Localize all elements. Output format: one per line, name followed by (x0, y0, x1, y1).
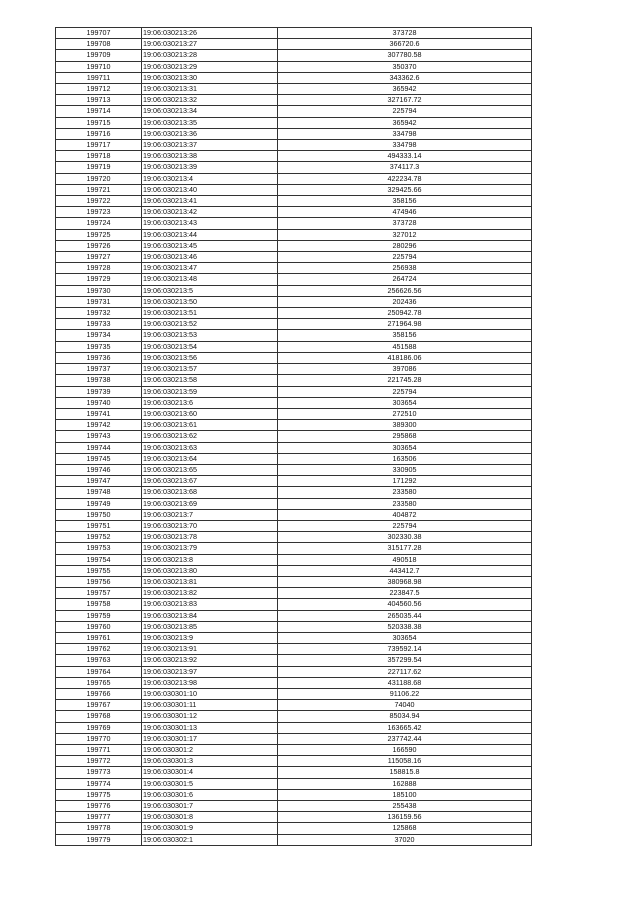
row-number-cell: 199707 (56, 28, 142, 39)
table-row (56, 666, 532, 677)
row-number-cell: 199765 (56, 677, 142, 688)
cadastral-number-cell: 19:06:030213:8 (142, 554, 278, 565)
value-cell: 91106.22 (278, 688, 532, 699)
row-number-cell: 199749 (56, 498, 142, 509)
value-cell: 163665.42 (278, 722, 532, 733)
value-cell: 443412.7 (278, 565, 532, 576)
row-number-cell: 199753 (56, 543, 142, 554)
cadastral-number-cell: 19:06:030213:26 (142, 28, 278, 39)
cadastral-number-cell: 19:06:030213:44 (142, 229, 278, 240)
cadastral-number-cell: 19:06:030213:62 (142, 431, 278, 442)
table-row (56, 520, 532, 531)
table-row (56, 50, 532, 61)
row-number-cell: 199720 (56, 173, 142, 184)
row-number-cell: 199722 (56, 196, 142, 207)
value-cell: 397086 (278, 364, 532, 375)
cadastral-number-cell: 19:06:030213:67 (142, 476, 278, 487)
row-number-cell: 199775 (56, 789, 142, 800)
cadastral-number-cell: 19:06:030213:85 (142, 621, 278, 632)
table-row (56, 151, 532, 162)
value-cell: 330905 (278, 464, 532, 475)
cadastral-number-cell: 19:06:030213:61 (142, 420, 278, 431)
row-number-cell: 199748 (56, 487, 142, 498)
value-cell: 223847.5 (278, 588, 532, 599)
row-number-cell: 199779 (56, 834, 142, 845)
table-row (56, 364, 532, 375)
value-cell: 373728 (278, 218, 532, 229)
row-number-cell: 199758 (56, 599, 142, 610)
row-number-cell: 199760 (56, 621, 142, 632)
cadastral-number-cell: 19:06:030213:43 (142, 218, 278, 229)
cadastral-number-cell: 19:06:030213:36 (142, 128, 278, 139)
value-cell: 85034.94 (278, 711, 532, 722)
cadastral-number-cell: 19:06:030213:38 (142, 151, 278, 162)
cadastral-number-cell: 19:06:030301:12 (142, 711, 278, 722)
cadastral-number-cell: 19:06:030213:92 (142, 655, 278, 666)
value-cell: 37020 (278, 834, 532, 845)
row-number-cell: 199736 (56, 352, 142, 363)
value-cell: 494333.14 (278, 151, 532, 162)
row-number-cell: 199751 (56, 520, 142, 531)
table-row (56, 487, 532, 498)
row-number-cell: 199778 (56, 823, 142, 834)
cadastral-number-cell: 19:06:030213:35 (142, 117, 278, 128)
cadastral-number-cell: 19:06:030213:78 (142, 532, 278, 543)
table-row (56, 106, 532, 117)
row-number-cell: 199713 (56, 95, 142, 106)
value-cell: 315177.28 (278, 543, 532, 554)
row-number-cell: 199737 (56, 364, 142, 375)
table-row (56, 173, 532, 184)
table-row (56, 196, 532, 207)
row-number-cell: 199771 (56, 745, 142, 756)
cadastral-number-cell: 19:06:030213:91 (142, 644, 278, 655)
row-number-cell: 199744 (56, 442, 142, 453)
table-row (56, 599, 532, 610)
table-row (56, 397, 532, 408)
table-row (56, 308, 532, 319)
value-cell: 221745.28 (278, 375, 532, 386)
cadastral-number-cell: 19:06:030213:56 (142, 352, 278, 363)
value-cell: 302330.38 (278, 532, 532, 543)
value-cell: 256626.56 (278, 285, 532, 296)
value-cell: 233580 (278, 498, 532, 509)
table-row (56, 72, 532, 83)
value-cell: 74040 (278, 700, 532, 711)
value-cell: 474946 (278, 207, 532, 218)
table-row (56, 285, 532, 296)
value-cell: 380968.98 (278, 576, 532, 587)
row-number-cell: 199725 (56, 229, 142, 240)
row-number-cell: 199767 (56, 700, 142, 711)
table-row (56, 95, 532, 106)
table-row (56, 700, 532, 711)
table-row (56, 532, 532, 543)
value-cell: 373728 (278, 28, 532, 39)
table-row (56, 745, 532, 756)
row-number-cell: 199739 (56, 386, 142, 397)
value-cell: 250942.78 (278, 308, 532, 319)
table-row (56, 274, 532, 285)
table-row (56, 554, 532, 565)
row-number-cell: 199710 (56, 61, 142, 72)
table-row (56, 543, 532, 554)
data-table (55, 27, 532, 846)
table-row (56, 733, 532, 744)
table-row (56, 341, 532, 352)
cadastral-number-cell: 19:06:030213:63 (142, 442, 278, 453)
cadastral-number-cell: 19:06:030213:58 (142, 375, 278, 386)
row-number-cell: 199773 (56, 767, 142, 778)
cadastral-number-cell: 19:06:030213:79 (142, 543, 278, 554)
table-row (56, 711, 532, 722)
row-number-cell: 199715 (56, 117, 142, 128)
row-number-cell: 199776 (56, 801, 142, 812)
row-number-cell: 199752 (56, 532, 142, 543)
row-number-cell: 199743 (56, 431, 142, 442)
table-row (56, 408, 532, 419)
row-number-cell: 199738 (56, 375, 142, 386)
cadastral-number-cell: 19:06:030213:82 (142, 588, 278, 599)
row-number-cell: 199757 (56, 588, 142, 599)
cadastral-number-cell: 19:06:030213:84 (142, 610, 278, 621)
value-cell: 422234.78 (278, 173, 532, 184)
table-row (56, 352, 532, 363)
table-row (56, 319, 532, 330)
table-row (56, 823, 532, 834)
row-number-cell: 199772 (56, 756, 142, 767)
cadastral-number-cell: 19:06:030213:45 (142, 240, 278, 251)
table-row (56, 812, 532, 823)
table-row (56, 834, 532, 845)
cadastral-number-cell: 19:06:030213:4 (142, 173, 278, 184)
table-row (56, 162, 532, 173)
table-row (56, 632, 532, 643)
cadastral-number-cell: 19:06:030301:6 (142, 789, 278, 800)
value-cell: 256938 (278, 263, 532, 274)
row-number-cell: 199717 (56, 140, 142, 151)
value-cell: 227117.62 (278, 666, 532, 677)
cadastral-number-cell: 19:06:030301:9 (142, 823, 278, 834)
table-row (56, 61, 532, 72)
table-row (56, 588, 532, 599)
cadastral-number-cell: 19:06:030213:69 (142, 498, 278, 509)
cadastral-number-cell: 19:06:030213:27 (142, 39, 278, 50)
row-number-cell: 199708 (56, 39, 142, 50)
cadastral-number-cell: 19:06:030301:4 (142, 767, 278, 778)
cadastral-number-cell: 19:06:030213:32 (142, 95, 278, 106)
row-number-cell: 199740 (56, 397, 142, 408)
cadastral-number-cell: 19:06:030301:3 (142, 756, 278, 767)
value-cell: 171292 (278, 476, 532, 487)
cadastral-number-cell: 19:06:030213:81 (142, 576, 278, 587)
table-row (56, 28, 532, 39)
row-number-cell: 199721 (56, 184, 142, 195)
table-row (56, 767, 532, 778)
table-row (56, 722, 532, 733)
value-cell: 303654 (278, 632, 532, 643)
value-cell: 343362.6 (278, 72, 532, 83)
value-cell: 264724 (278, 274, 532, 285)
value-cell: 365942 (278, 117, 532, 128)
cadastral-number-cell: 19:06:030213:46 (142, 252, 278, 263)
cadastral-number-cell: 19:06:030213:47 (142, 263, 278, 274)
table-row (56, 756, 532, 767)
value-cell: 327167.72 (278, 95, 532, 106)
value-cell: 162888 (278, 778, 532, 789)
cadastral-number-cell: 19:06:030213:7 (142, 509, 278, 520)
table-row (56, 476, 532, 487)
table-body (56, 28, 532, 846)
table-row (56, 655, 532, 666)
value-cell: 265035.44 (278, 610, 532, 621)
cadastral-number-cell: 19:06:030213:54 (142, 341, 278, 352)
value-cell: 357299.54 (278, 655, 532, 666)
table-row (56, 229, 532, 240)
cadastral-number-cell: 19:06:030213:70 (142, 520, 278, 531)
row-number-cell: 199750 (56, 509, 142, 520)
cadastral-number-cell: 19:06:030301:10 (142, 688, 278, 699)
cadastral-number-cell: 19:06:030213:59 (142, 386, 278, 397)
table-row (56, 688, 532, 699)
table-row (56, 296, 532, 307)
value-cell: 307780.58 (278, 50, 532, 61)
row-number-cell: 199777 (56, 812, 142, 823)
row-number-cell: 199730 (56, 285, 142, 296)
value-cell: 358156 (278, 330, 532, 341)
cadastral-number-cell: 19:06:030213:29 (142, 61, 278, 72)
table-row (56, 801, 532, 812)
row-number-cell: 199724 (56, 218, 142, 229)
table-row (56, 117, 532, 128)
row-number-cell: 199761 (56, 632, 142, 643)
value-cell: 185100 (278, 789, 532, 800)
value-cell: 431188.68 (278, 677, 532, 688)
row-number-cell: 199768 (56, 711, 142, 722)
table-row (56, 576, 532, 587)
value-cell: 404872 (278, 509, 532, 520)
cadastral-number-cell: 19:06:030213:83 (142, 599, 278, 610)
value-cell: 158815.8 (278, 767, 532, 778)
row-number-cell: 199742 (56, 420, 142, 431)
table-row (56, 453, 532, 464)
value-cell: 280296 (278, 240, 532, 251)
table-row (56, 39, 532, 50)
value-cell: 136159.56 (278, 812, 532, 823)
cadastral-number-cell: 19:06:030213:6 (142, 397, 278, 408)
cadastral-number-cell: 19:06:030301:8 (142, 812, 278, 823)
value-cell: 334798 (278, 128, 532, 139)
value-cell: 418186.06 (278, 352, 532, 363)
row-number-cell: 199718 (56, 151, 142, 162)
row-number-cell: 199731 (56, 296, 142, 307)
cadastral-number-cell: 19:06:030213:57 (142, 364, 278, 375)
table-row (56, 140, 532, 151)
value-cell: 202436 (278, 296, 532, 307)
row-number-cell: 199714 (56, 106, 142, 117)
table-row (56, 565, 532, 576)
value-cell: 365942 (278, 84, 532, 95)
table-row (56, 789, 532, 800)
table-row (56, 252, 532, 263)
table-row (56, 218, 532, 229)
table-row (56, 386, 532, 397)
value-cell: 225794 (278, 106, 532, 117)
value-cell: 225794 (278, 252, 532, 263)
value-cell: 272510 (278, 408, 532, 419)
cadastral-number-cell: 19:06:030213:97 (142, 666, 278, 677)
table-row (56, 184, 532, 195)
value-cell: 374117.3 (278, 162, 532, 173)
table-row (56, 240, 532, 251)
cadastral-number-cell: 19:06:030213:50 (142, 296, 278, 307)
table-row (56, 431, 532, 442)
row-number-cell: 199719 (56, 162, 142, 173)
row-number-cell: 199732 (56, 308, 142, 319)
row-number-cell: 199726 (56, 240, 142, 251)
row-number-cell: 199756 (56, 576, 142, 587)
value-cell: 271964.98 (278, 319, 532, 330)
cadastral-number-cell: 19:06:030301:5 (142, 778, 278, 789)
cadastral-number-cell: 19:06:030213:40 (142, 184, 278, 195)
value-cell: 225794 (278, 520, 532, 531)
value-cell: 303654 (278, 397, 532, 408)
cadastral-number-cell: 19:06:030301:17 (142, 733, 278, 744)
value-cell: 327012 (278, 229, 532, 240)
cadastral-number-cell: 19:06:030213:60 (142, 408, 278, 419)
cadastral-number-cell: 19:06:030213:41 (142, 196, 278, 207)
table-row (56, 128, 532, 139)
row-number-cell: 199746 (56, 464, 142, 475)
value-cell: 329425.66 (278, 184, 532, 195)
cadastral-number-cell: 19:06:030213:5 (142, 285, 278, 296)
value-cell: 295868 (278, 431, 532, 442)
table-row (56, 84, 532, 95)
value-cell: 163506 (278, 453, 532, 464)
value-cell: 739592.14 (278, 644, 532, 655)
cadastral-number-cell: 19:06:030213:51 (142, 308, 278, 319)
cadastral-number-cell: 19:06:030213:68 (142, 487, 278, 498)
cadastral-number-cell: 19:06:030213:52 (142, 319, 278, 330)
row-number-cell: 199723 (56, 207, 142, 218)
row-number-cell: 199766 (56, 688, 142, 699)
table-row (56, 621, 532, 632)
cadastral-number-cell: 19:06:030301:7 (142, 801, 278, 812)
table-row (56, 778, 532, 789)
cadastral-number-cell: 19:06:030301:11 (142, 700, 278, 711)
cadastral-number-cell: 19:06:030213:9 (142, 632, 278, 643)
row-number-cell: 199762 (56, 644, 142, 655)
row-number-cell: 199716 (56, 128, 142, 139)
row-number-cell: 199727 (56, 252, 142, 263)
row-number-cell: 199769 (56, 722, 142, 733)
value-cell: 389300 (278, 420, 532, 431)
table-row (56, 263, 532, 274)
value-cell: 115058.16 (278, 756, 532, 767)
row-number-cell: 199754 (56, 554, 142, 565)
value-cell: 225794 (278, 386, 532, 397)
table-row (56, 442, 532, 453)
value-cell: 451588 (278, 341, 532, 352)
value-cell: 233580 (278, 487, 532, 498)
cadastral-number-cell: 19:06:030213:98 (142, 677, 278, 688)
row-number-cell: 199711 (56, 72, 142, 83)
table-row (56, 420, 532, 431)
value-cell: 303654 (278, 442, 532, 453)
row-number-cell: 199764 (56, 666, 142, 677)
cadastral-number-cell: 19:06:030213:42 (142, 207, 278, 218)
cadastral-number-cell: 19:06:030213:80 (142, 565, 278, 576)
cadastral-number-cell: 19:06:030213:65 (142, 464, 278, 475)
table-row (56, 610, 532, 621)
cadastral-number-cell: 19:06:030302:1 (142, 834, 278, 845)
row-number-cell: 199770 (56, 733, 142, 744)
value-cell: 125868 (278, 823, 532, 834)
row-number-cell: 199774 (56, 778, 142, 789)
value-cell: 237742.44 (278, 733, 532, 744)
value-cell: 255438 (278, 801, 532, 812)
value-cell: 520338.38 (278, 621, 532, 632)
value-cell: 166590 (278, 745, 532, 756)
cadastral-number-cell: 19:06:030213:53 (142, 330, 278, 341)
value-cell: 490518 (278, 554, 532, 565)
row-number-cell: 199734 (56, 330, 142, 341)
row-number-cell: 199755 (56, 565, 142, 576)
table-row (56, 464, 532, 475)
value-cell: 404560.56 (278, 599, 532, 610)
row-number-cell: 199747 (56, 476, 142, 487)
table-row (56, 644, 532, 655)
value-cell: 350370 (278, 61, 532, 72)
cadastral-number-cell: 19:06:030213:28 (142, 50, 278, 61)
table-row (56, 677, 532, 688)
cadastral-number-cell: 19:06:030213:34 (142, 106, 278, 117)
row-number-cell: 199729 (56, 274, 142, 285)
cadastral-number-cell: 19:06:030213:37 (142, 140, 278, 151)
cadastral-number-cell: 19:06:030301:13 (142, 722, 278, 733)
cadastral-number-cell: 19:06:030301:2 (142, 745, 278, 756)
row-number-cell: 199709 (56, 50, 142, 61)
cadastral-number-cell: 19:06:030213:64 (142, 453, 278, 464)
row-number-cell: 199745 (56, 453, 142, 464)
table-row (56, 207, 532, 218)
value-cell: 334798 (278, 140, 532, 151)
cadastral-number-cell: 19:06:030213:31 (142, 84, 278, 95)
cadastral-number-cell: 19:06:030213:48 (142, 274, 278, 285)
table-row (56, 330, 532, 341)
table-row (56, 375, 532, 386)
row-number-cell: 199759 (56, 610, 142, 621)
row-number-cell: 199763 (56, 655, 142, 666)
row-number-cell: 199728 (56, 263, 142, 274)
row-number-cell: 199741 (56, 408, 142, 419)
table-row (56, 509, 532, 520)
cadastral-number-cell: 19:06:030213:30 (142, 72, 278, 83)
value-cell: 358156 (278, 196, 532, 207)
cadastral-number-cell: 19:06:030213:39 (142, 162, 278, 173)
row-number-cell: 199712 (56, 84, 142, 95)
value-cell: 366720.6 (278, 39, 532, 50)
row-number-cell: 199735 (56, 341, 142, 352)
table-row (56, 498, 532, 509)
row-number-cell: 199733 (56, 319, 142, 330)
